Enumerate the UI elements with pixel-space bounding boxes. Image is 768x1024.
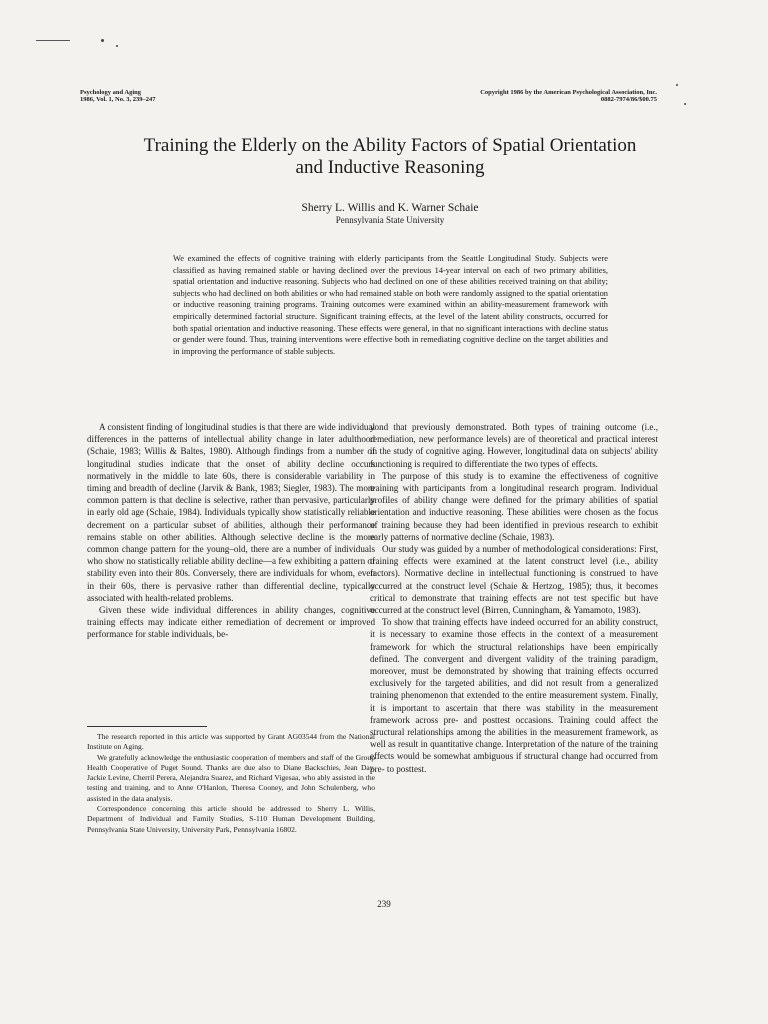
paper-authors: Sherry L. Willis and K. Warner Schaie: [301, 202, 479, 214]
author-affiliation: Pennsylvania State University: [335, 215, 445, 225]
page-number: 239: [377, 899, 391, 909]
journal-name: Psychology and Aging: [80, 89, 142, 96]
footnote-correspondence: Correspondence concerning this article should be addressed to Sherry L. Willis, Department of Individual and Family Studies, S-110 Human Development Building, Pennsylvania State University, University Park, Pennsylvania 16802.: [87, 804, 375, 834]
body-paragraph: Given these wide individual differences in ability changes, cognitive training effects may indicate either remediation of decrement or improved performance for stable individuals, be-: [87, 605, 375, 640]
footnote-divider: [87, 726, 207, 727]
copyright-block: [480, 89, 657, 103]
body-paragraph: The purpose of this study is to examine the effectiveness of cognitive training with participants from a longitudinal research program. Individual profiles of ability change were defined for the primary abilities of spatial orientation and inductive reasoning. These abilities were chosen as the focus of training because they had been identified in previous research to exhibit early patterns of normative decline (Schaie, 1983).: [370, 470, 658, 542]
body-column-left: [87, 421, 375, 641]
body-paragraph: A consistent finding of longitudinal studies is that there are wide individual differences in the patterns of intellectual ability change in later adulthood (Schaie, 1983; Willis & Baltes, 1980). Although findings from a number of longitudinal studies indicate that the onset of ability decline occurs normatively in the middle to late 60s, there is considerable variability in timing and breadth of decline (Jarvik & Bank, 1983; Siegler, 1983). The more common pattern is that decline is selective, rather than pervasive, particularly in early old age (Schaie, 1984). Individuals typically show statistically reliable decrement on a particular subset of abilities, although their performance remains stable on other abilities. Although selective decline is the more common change pattern for the young–old, there are a number of individuals who show no statistically reliable ability decline—a few exhibiting a pattern of stability even into their 80s. Conversely, there are individuals for whom, even in their 60s, there is pervasive rather than differential decline, typically associated with health-related problems.: [87, 422, 375, 603]
paper-title: Training the Elderly on the Ability Factors of Spatial Orientation and Inductive Reasoning: [143, 135, 637, 178]
footnotes: [87, 732, 375, 835]
scan-artifact-dot: [116, 45, 118, 47]
copyright-notice: Copyright 1986 by the American Psychological Association, Inc.: [480, 89, 657, 96]
scan-artifact-dot: [101, 39, 104, 42]
body-paragraph: To show that training effects have indeed occurred for an ability construct, it is necessary to examine those effects in the context of a measurement framework for which the structural relationships have been empirically defined. The convergent and divergent validity of the training paradigm, moreover, must be demonstrated by showing that training effects occurred exclusively for the targeted abilities, and did not result from a generalized training phenomenon that extended to the entire measurement system. Finally, it is important to ascertain that there was stability in the measurement framework across pre- and posttest occasions. Training could affect the structural relationships among the abilities in the measurement framework, as well as result in quantitative change. Interpretation of the nature of the training effects would be somewhat ambiguous if structural change had occurred from pre- to posttest.: [370, 617, 658, 774]
abstract: We examined the effects of cognitive training with elderly participants from the Seattle Longitudinal Study. Subjects were classified as having remained stable or having declined over the previous 14-year interval on each of two primary abilities, spatial orientation and inductive reasoning. Subjects who had declined on one of these abilities received training on that ability; subjects who had declined on both abilities or who had remained stable on both were randomly assigned to the spatial orientation or inductive reasoning training programs. Training outcomes were examined within an ability-measurement framework with empirically determined factorial structure. Significant training effects, at the level of the latent ability constructs, occurred for both spatial orientation and inductive reasoning. These effects were general, in that no significant interactions with decline status or gender were found. Thus, training interventions were effective both in remediating cognitive decline on the target abilities and in improving the performance of stable subjects.: [173, 254, 608, 356]
body-paragraph: yond that previously demonstrated. Both types of training outcome (i.e., remediation, new performance levels) are of theoretical and practical interest in the study of cognitive aging. However, longitudinal data on subjects' ability functioning is required to differentiate the two types of effects.: [370, 422, 658, 469]
footnote-grant: The research reported in this article was supported by Grant AG03544 from the National Institute on Aging.: [87, 732, 375, 752]
issn-code: 0882-7974/86/$00.75: [600, 96, 657, 103]
body-paragraph: Our study was guided by a number of methodological considerations: First, training effects were examined at the latent construct level (i.e., ability factors). Normative decline in intellectual functioning is construed to have occurred at the construct level (Schaie & Hertzog, 1985); thus, it becomes critical to demonstrate that training effects are not test specific but have occurred at the construct level (Birren, Cunningham, & Yamamoto, 1983).: [370, 544, 658, 616]
journal-citation: [80, 89, 155, 103]
scan-artifact-dot: [684, 103, 686, 105]
scan-artifact-line: [36, 40, 70, 41]
journal-volume: 1986, Vol. 1, No. 3, 239–247: [80, 96, 156, 103]
body-column-right: [370, 421, 658, 775]
footnote-acknowledgments: We gratefully acknowledge the enthusiastic cooperation of members and staff of the Group Health Cooperative of Puget Sound. Thanks are due also to Diane Backschies, Jean Day, Jackie Levine, Cherril Perera, Alejandra Suarez, and Richard Vigesaa, who ably assisted in the testing and training, and to Anne O'Hanlon, Theresa Cooney, and John Schulenberg, who assisted in the data analysis.: [87, 752, 375, 803]
scan-artifact-dot: [676, 84, 678, 86]
